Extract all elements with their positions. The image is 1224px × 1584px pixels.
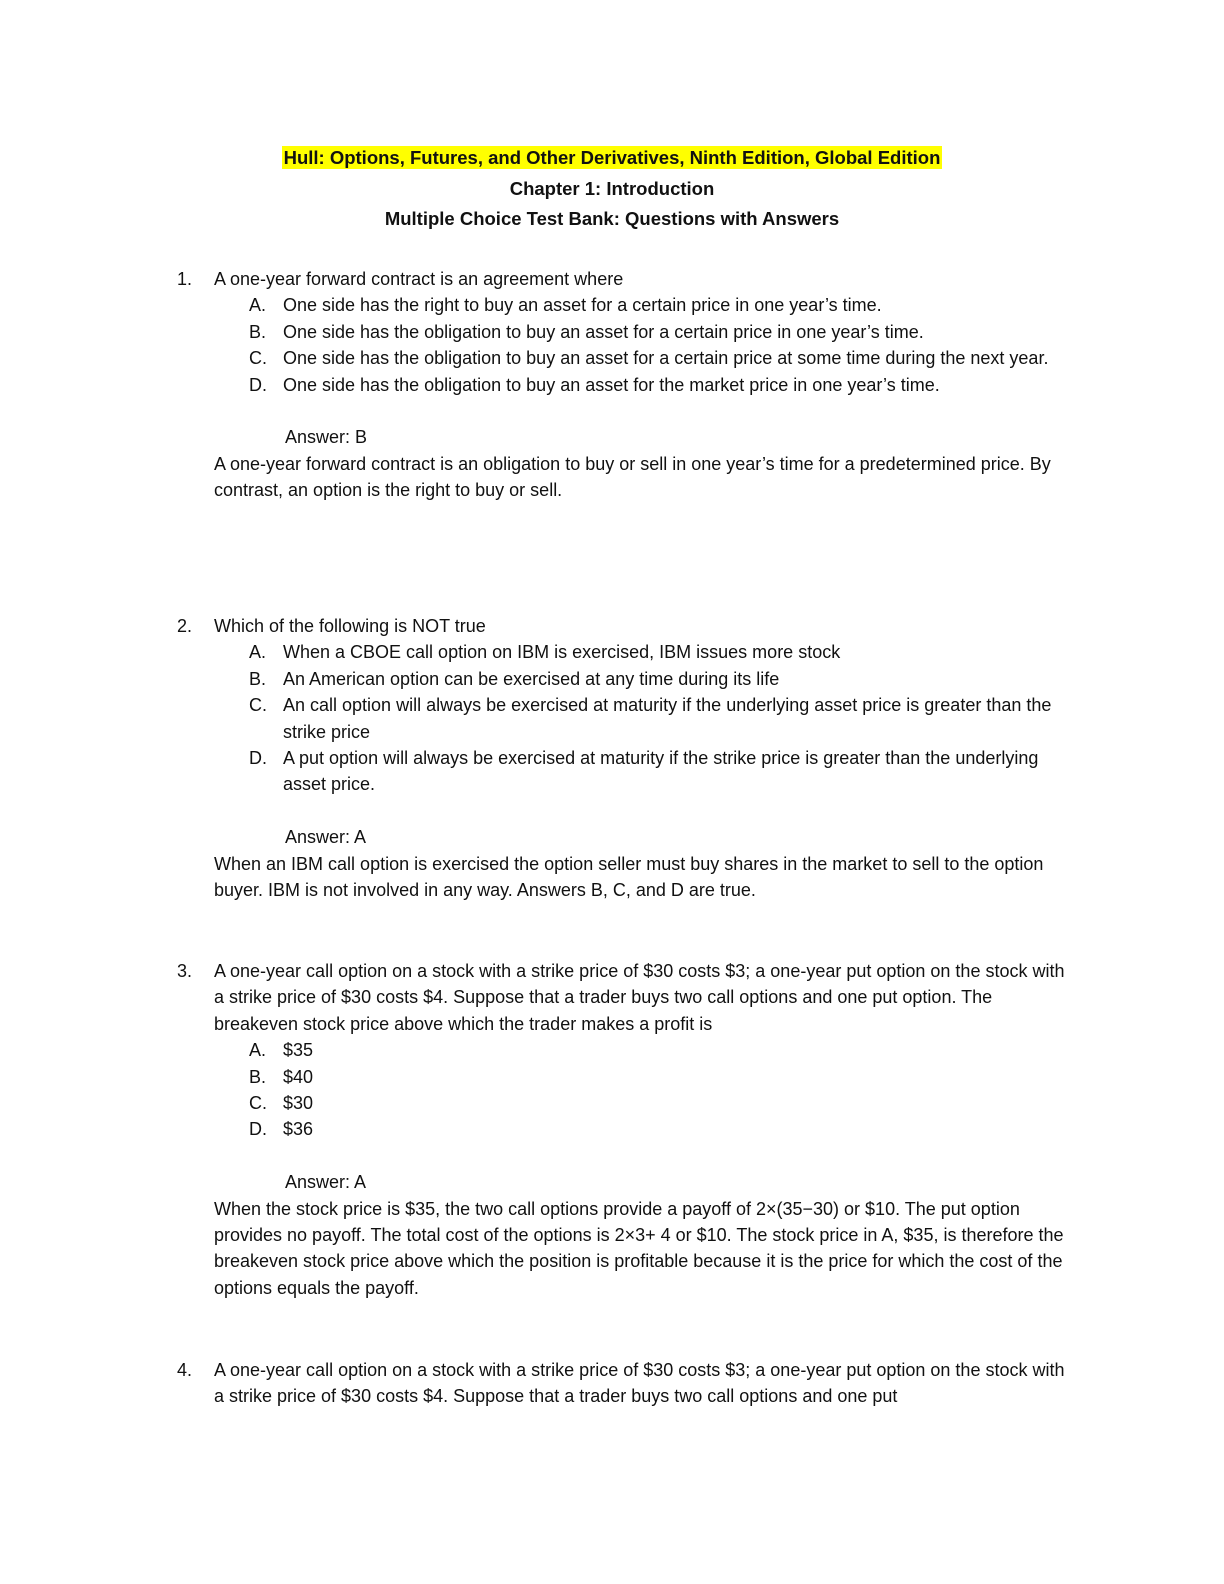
option-letter: C.: [249, 695, 267, 716]
option-c: [249, 345, 1077, 371]
question-1: [177, 266, 1077, 504]
answer-explanation: A one-year forward contract is an obligation to buy or sell in one year’s time for a predetermined price. By contrast, an option is the right to buy or sell.: [214, 453, 1051, 501]
option-letter: B.: [249, 321, 267, 342]
option-text: An call option will always be exercised at maturity if the underlying asset price is greater than the strike price: [283, 695, 1052, 742]
option-text: $40: [283, 1066, 314, 1087]
option-d: [249, 1116, 1077, 1142]
option-letter: A.: [249, 642, 267, 663]
option-letter: B.: [249, 1066, 267, 1087]
option-a: [249, 1037, 1077, 1063]
option-b: [249, 319, 1077, 345]
option-a: [249, 639, 1077, 665]
option-list: [249, 1037, 1077, 1143]
option-list: [249, 639, 1077, 797]
answer-label: Answer: A: [285, 1172, 367, 1193]
answer-explanation: When the stock price is $35, the two call options provide a payoff of 2×(35−30) or $10. The put option provides no payoff. The total cost of the options is 2×3+ 4 or $10. The stock price in A, $35, is therefore the breakeven stock price above which the position is profitable because it is the price for which the cost of the options equals the payoff.: [214, 1198, 1064, 1298]
document-subtitle: Multiple Choice Test Bank: Questions with Answers: [384, 208, 840, 229]
option-c: [249, 692, 1077, 745]
document-header: [0, 143, 1224, 235]
question-number: 4.: [177, 1360, 193, 1380]
option-text: One side has the obligation to buy an asset for a certain price in one year’s time.: [283, 321, 924, 342]
chapter-title: Chapter 1: Introduction: [509, 177, 715, 199]
option-c: [249, 1090, 1077, 1116]
option-text: A put option will always be exercised at maturity if the strike price is greater than the underlying asset price.: [283, 748, 1039, 795]
option-letter: A.: [249, 1040, 267, 1061]
option-b: [249, 1064, 1077, 1090]
option-a: [249, 292, 1077, 318]
question-number: 2.: [177, 616, 193, 636]
option-letter: B.: [249, 668, 267, 689]
question-number: 1.: [177, 269, 193, 289]
option-text: $36: [283, 1119, 314, 1140]
option-letter: A.: [249, 295, 267, 316]
option-list: [249, 292, 1077, 398]
answer-label: Answer: B: [285, 427, 368, 448]
option-d: [249, 372, 1077, 398]
question-3: [177, 958, 1077, 1301]
option-letter: C.: [249, 1093, 267, 1114]
option-d: [249, 745, 1077, 798]
option-text: One side has the obligation to buy an asset for the market price in one year’s time.: [283, 374, 940, 395]
option-text: $35: [283, 1040, 314, 1061]
option-letter: D.: [249, 374, 267, 395]
question-text: A one-year call option on a stock with a strike price of $30 costs $3; a one-year put option on the stock with a strike price of $30 costs $4. Suppose that a trader buys two call options and one put option. The breakeven stock price above which the trader makes a profit is: [214, 961, 1065, 1034]
option-text: An American option can be exercised at any time during its life: [283, 668, 780, 689]
answer-label: Answer: A: [285, 827, 367, 848]
question-4: [177, 1357, 1077, 1410]
question-text: A one-year call option on a stock with a strike price of $30 costs $3; a one-year put option on the stock with a strike price of $30 costs $4. Suppose that a trader buys two call options and one put: [214, 1360, 1065, 1407]
question-2: [177, 613, 1077, 903]
option-text: When a CBOE call option on IBM is exercised, IBM issues more stock: [283, 642, 841, 663]
option-text: One side has the right to buy an asset for a certain price in one year’s time.: [283, 295, 882, 316]
option-text: One side has the obligation to buy an asset for a certain price at some time during the next year.: [283, 348, 1049, 369]
option-letter: C.: [249, 348, 267, 369]
answer-explanation: When an IBM call option is exercised the option seller must buy shares in the market to sell to the option buyer. IBM is not involved in any way. Answers B, C, and D are true.: [214, 853, 1044, 901]
option-b: [249, 666, 1077, 692]
question-text: A one-year forward contract is an agreement where: [214, 269, 624, 289]
document-title: Hull: Options, Futures, and Other Derivatives, Ninth Edition, Global Edition: [283, 147, 941, 168]
option-letter: D.: [249, 748, 267, 769]
option-text: $30: [283, 1093, 314, 1114]
question-text: Which of the following is NOT true: [214, 616, 486, 636]
question-number: 3.: [177, 961, 193, 981]
option-letter: D.: [249, 1119, 267, 1140]
